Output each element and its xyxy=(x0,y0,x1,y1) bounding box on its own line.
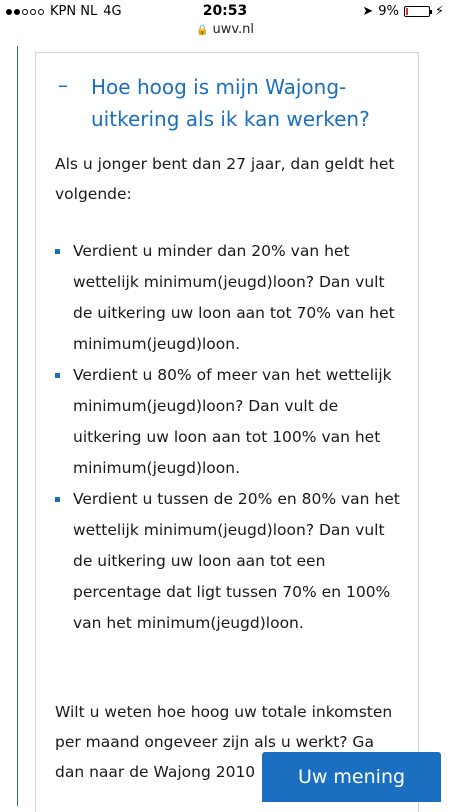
battery-level xyxy=(406,8,408,15)
battery-percent: 9% xyxy=(378,4,399,19)
list-item-text: Verdient u 80% of meer van het wettelijk minimum(jeugd)loon? Dan vult de uitkering uw loon aan tot 100% van het minimum(jeugd)loon. xyxy=(73,366,392,477)
address-bar[interactable] xyxy=(0,22,450,42)
intro-text: Als u jonger bent dan 27 jaar, dan geldt het volgende: xyxy=(55,155,395,203)
status-time: 20:53 xyxy=(202,3,248,19)
status-bar xyxy=(0,0,450,24)
carrier-name: KPN NL xyxy=(50,4,98,19)
status-right xyxy=(362,4,444,19)
list-item-text: Verdient u tussen de 20% en 80% van het wettelijk minimum(jeugd)loon? Dan vult de uitkering uw loon aan tot een percentage dat ligt tussen 70% en 100% van het minimum(jeugd)loon. xyxy=(73,490,400,632)
charging-bolt-icon: ⚡ xyxy=(434,4,444,19)
network-type: 4G xyxy=(103,4,122,19)
battery-icon xyxy=(404,6,430,17)
bullet-square-icon xyxy=(55,249,60,254)
url-text: uwv.nl xyxy=(212,22,254,37)
faq-title[interactable]: Hoe hoog is mijn Wajong-uitkering als ik kan werken? xyxy=(91,75,370,131)
feedback-button[interactable]: Uw mening xyxy=(262,752,441,802)
list-item xyxy=(55,360,400,484)
bullet-square-icon xyxy=(55,373,60,378)
list-item xyxy=(55,484,400,639)
list-item xyxy=(55,236,400,360)
outro-text: Wilt u weten hoe hoog uw totale inkomsten per maand ongeveer zijn als u werkt? Ga dan naar de Wajong 2010 xyxy=(55,703,393,781)
list-item-text: Verdient u minder dan 20% van het wettelijk minimum(jeugd)loon? Dan vult de uitkering uw loon aan tot 70% van het minimum(jeugd)loon. xyxy=(73,242,395,353)
bullet-square-icon xyxy=(55,497,60,502)
collapse-icon[interactable]: – xyxy=(58,73,68,97)
faq-card xyxy=(35,52,419,812)
bullet-list xyxy=(55,236,400,639)
location-arrow-icon: ➤ xyxy=(362,4,374,19)
lock-icon: 🔒 xyxy=(196,25,209,36)
